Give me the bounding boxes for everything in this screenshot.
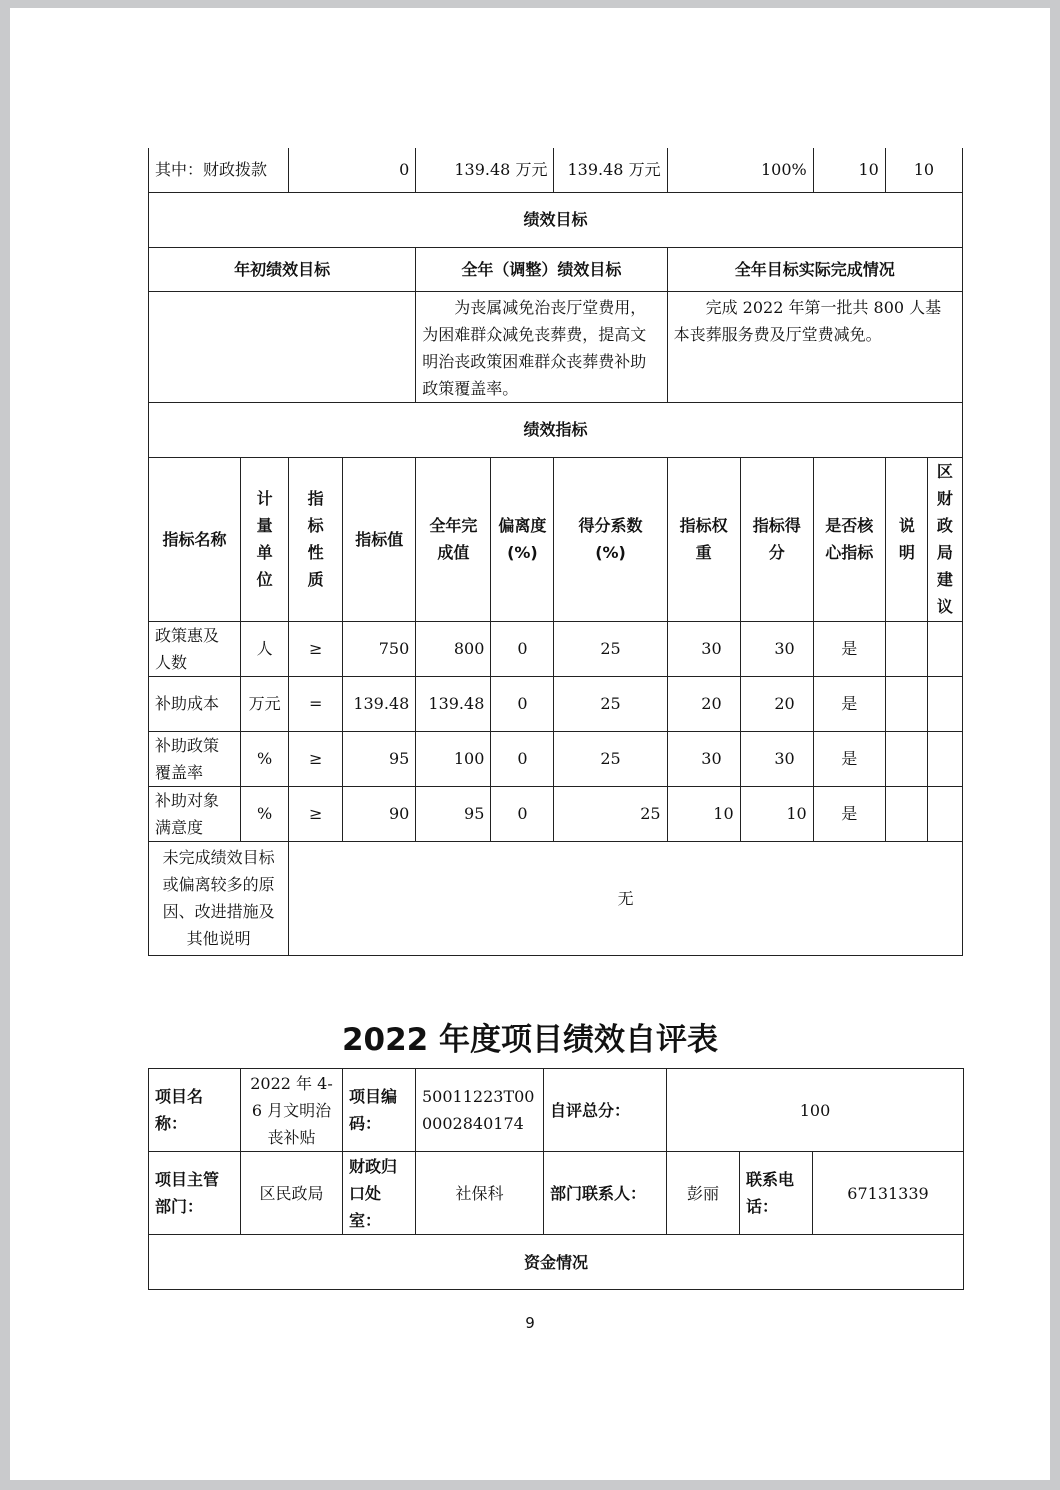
indicator-core: 是 — [813, 731, 885, 786]
col-header: 指标性质 — [289, 457, 343, 621]
indicator-note — [885, 621, 927, 676]
actual-goal: 完成 2022 年第一批共 800 人基本丧葬服务费及厅堂费减免。 — [667, 291, 962, 402]
phone-label: 联系电话： — [740, 1152, 813, 1235]
indicator-name: 补助对象满意度 — [149, 786, 241, 841]
indicator-coef: 25 — [554, 731, 667, 786]
indicator-row — [149, 621, 963, 676]
total-score: 100 — [667, 1069, 964, 1152]
indicator-score: 20 — [740, 676, 813, 731]
indicator-deviation: 0 — [491, 621, 554, 676]
indicator-core: 是 — [813, 621, 885, 676]
col-header: 说明 — [885, 457, 927, 621]
indicator-target: 90 — [343, 786, 416, 841]
indicator-coef: 25 — [554, 676, 667, 731]
indicator-note — [885, 676, 927, 731]
project-name-label: 项目名称： — [149, 1069, 241, 1152]
funding-value: 139.48 万元 — [416, 148, 554, 192]
indicator-actual: 800 — [416, 621, 491, 676]
form-title: 2022 年度项目绩效自评表 — [341, 1022, 719, 1058]
indicator-unit: % — [241, 731, 289, 786]
indicator-advice — [927, 621, 962, 676]
indicator-unit: 人 — [241, 621, 289, 676]
total-score-label: 自评总分： — [544, 1069, 667, 1152]
col-header: 得分系数(%) — [554, 457, 667, 621]
indicator-advice — [927, 786, 962, 841]
indicator-weight: 20 — [667, 676, 740, 731]
indicator-advice — [927, 676, 962, 731]
col-header: 指标得分 — [740, 457, 813, 621]
dept: 区民政局 — [241, 1152, 343, 1235]
indicator-coef: 25 — [554, 786, 667, 841]
indicators-section-title: 绩效指标 — [149, 402, 963, 457]
indicator-row — [149, 786, 963, 841]
indicator-score: 30 — [740, 621, 813, 676]
document-page — [10, 8, 1050, 1480]
indicator-actual: 95 — [416, 786, 491, 841]
office-label: 财政归口处室： — [343, 1152, 416, 1235]
indicator-name: 政策惠及人数 — [149, 621, 241, 676]
indicator-target: 95 — [343, 731, 416, 786]
initial-goal — [149, 291, 416, 402]
indicator-name: 补助政策覆盖率 — [149, 731, 241, 786]
goals-section-title: 绩效目标 — [149, 192, 963, 247]
col-header: 全年完成值 — [416, 457, 491, 621]
indicator-score: 30 — [740, 731, 813, 786]
indicator-nature: ≥ — [289, 731, 343, 786]
goals-header: 全年（调整）绩效目标 — [416, 247, 667, 291]
indicator-deviation: 0 — [491, 676, 554, 731]
performance-table — [148, 148, 963, 956]
col-header: 指标权重 — [667, 457, 740, 621]
funding-value: 10 — [885, 148, 962, 192]
project-code: 50011223T000002840174 — [416, 1069, 544, 1152]
col-header: 区财政局建议 — [927, 457, 962, 621]
indicator-weight: 30 — [667, 731, 740, 786]
col-header: 是否核心指标 — [813, 457, 885, 621]
indicator-actual: 139.48 — [416, 676, 491, 731]
indicator-actual: 100 — [416, 731, 491, 786]
funding-label: 其中：财政拨款 — [149, 148, 289, 192]
funds-section-title: 资金情况 — [149, 1235, 964, 1290]
project-info-table — [148, 1068, 964, 1290]
indicator-score: 10 — [740, 786, 813, 841]
indicator-deviation: 0 — [491, 731, 554, 786]
col-header: 计量单位 — [241, 457, 289, 621]
indicator-nature: = — [289, 676, 343, 731]
remark-label: 未完成绩效目标或偏离较多的原因、改进措施及其他说明 — [149, 841, 289, 955]
office: 社保科 — [416, 1152, 544, 1235]
goals-header: 全年目标实际完成情况 — [667, 247, 962, 291]
indicator-row — [149, 731, 963, 786]
indicator-weight: 10 — [667, 786, 740, 841]
indicator-coef: 25 — [554, 621, 667, 676]
remark-value: 无 — [289, 841, 963, 955]
funding-value: 0 — [289, 148, 416, 192]
indicator-nature: ≥ — [289, 621, 343, 676]
col-header: 偏离度(%) — [491, 457, 554, 621]
indicator-core: 是 — [813, 786, 885, 841]
indicator-unit: 万元 — [241, 676, 289, 731]
project-name: 2022 年 4-6 月文明治丧补贴 — [241, 1069, 343, 1152]
indicator-note — [885, 731, 927, 786]
dept-label: 项目主管部门： — [149, 1152, 241, 1235]
goals-header: 年初绩效目标 — [149, 247, 416, 291]
indicator-target: 139.48 — [343, 676, 416, 731]
remark-row — [149, 841, 963, 955]
page-number: 9 — [525, 1314, 535, 1332]
indicator-nature: ≥ — [289, 786, 343, 841]
indicator-unit: % — [241, 786, 289, 841]
col-header: 指标名称 — [149, 457, 241, 621]
funding-value: 100% — [667, 148, 813, 192]
funding-row — [149, 148, 963, 192]
indicator-deviation: 0 — [491, 786, 554, 841]
funding-value: 10 — [813, 148, 885, 192]
indicator-note — [885, 786, 927, 841]
phone: 67131339 — [813, 1152, 964, 1235]
contact: 彭丽 — [667, 1152, 740, 1235]
funding-value: 139.48 万元 — [554, 148, 667, 192]
indicator-advice — [927, 731, 962, 786]
indicator-weight: 30 — [667, 621, 740, 676]
indicator-name: 补助成本 — [149, 676, 241, 731]
adjusted-goal: 为丧属减免治丧厅堂费用，为困难群众减免丧葬费，提高文明治丧政策困难群众丧葬费补助政策覆盖率。 — [416, 291, 667, 402]
col-header: 指标值 — [343, 457, 416, 621]
project-code-label: 项目编码： — [343, 1069, 416, 1152]
indicator-core: 是 — [813, 676, 885, 731]
indicators-header-row — [149, 457, 963, 621]
indicator-row — [149, 676, 963, 731]
contact-label: 部门联系人： — [544, 1152, 667, 1235]
indicator-target: 750 — [343, 621, 416, 676]
